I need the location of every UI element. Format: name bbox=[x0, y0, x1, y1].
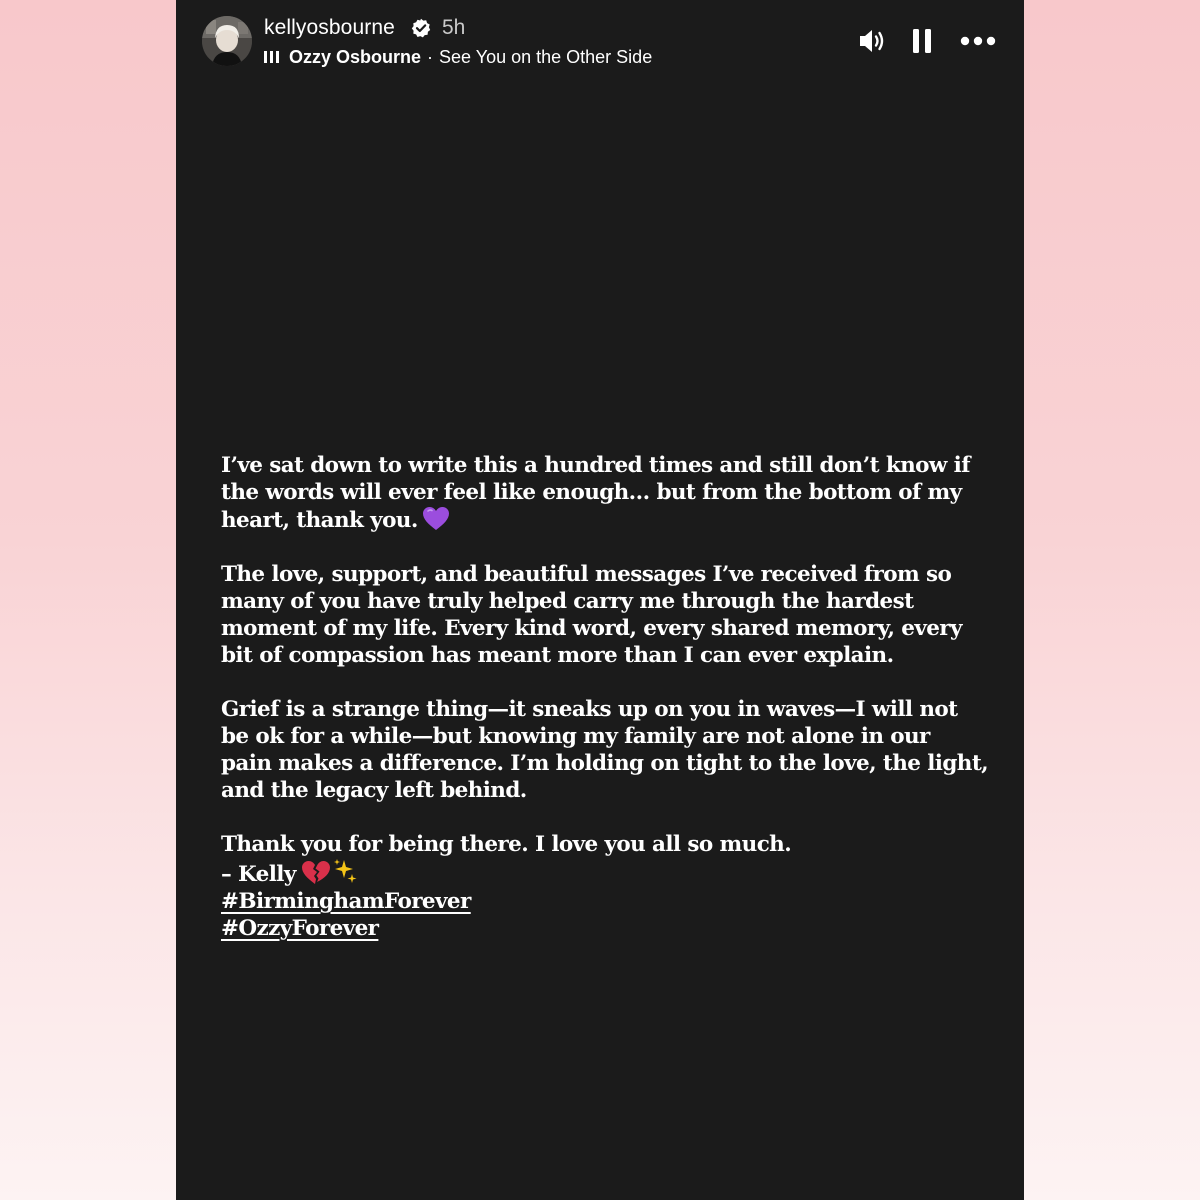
message-paragraph-1 bbox=[221, 452, 996, 534]
message-line: moment of my life. Every kind word, every shared memory, every bbox=[221, 616, 962, 641]
hashtag-ozzy-forever[interactable]: #OzzyForever bbox=[221, 916, 379, 941]
message-line: pain makes a difference. I’m holding on tight to the love, the light, bbox=[221, 751, 989, 776]
music-attribution[interactable] bbox=[264, 44, 652, 70]
avatar-image bbox=[202, 16, 252, 66]
story-viewer[interactable] bbox=[176, 0, 1024, 1200]
hashtag-birmingham-forever[interactable]: #BirminghamForever bbox=[221, 889, 471, 914]
music-artist: Ozzy Osbourne bbox=[289, 46, 422, 67]
story-header bbox=[176, 0, 1024, 80]
post-time: 5h bbox=[442, 16, 466, 39]
message-paragraph-2 bbox=[221, 561, 996, 669]
story-message bbox=[221, 452, 996, 969]
signature: – Kelly bbox=[221, 862, 296, 887]
message-line: The love, support, and beautiful messages I’ve received from so bbox=[221, 562, 952, 587]
message-line: and the legacy left behind. bbox=[221, 778, 527, 803]
closing-line: Thank you for being there. I love you all so much. bbox=[221, 832, 792, 857]
message-line-text: heart, thank you. bbox=[221, 508, 418, 533]
music-bars-icon bbox=[264, 51, 280, 63]
message-line: many of you have truly helped carry me through the hardest bbox=[221, 589, 914, 614]
username[interactable]: kellyosbourne bbox=[264, 16, 395, 39]
broken-heart-sparkles-icon bbox=[300, 858, 358, 886]
purple-heart-icon bbox=[422, 506, 450, 532]
message-line: the words will ever feel like enough… but from the bottom of my bbox=[221, 480, 962, 505]
message-line: be ok for a while—but knowing my family are not alone in our bbox=[221, 724, 930, 749]
message-line: bit of compassion has meant more than I can ever explain. bbox=[221, 643, 894, 668]
verified-badge-icon bbox=[411, 18, 431, 38]
signature-line bbox=[221, 858, 996, 888]
message-closing bbox=[221, 831, 996, 942]
pause-icon[interactable] bbox=[912, 29, 932, 53]
music-separator: · bbox=[427, 46, 434, 67]
message-paragraph-3 bbox=[221, 696, 996, 804]
message-line: Grief is a strange thing—it sneaks up on you in waves—I will not bbox=[221, 697, 958, 722]
more-options-icon[interactable] bbox=[960, 33, 996, 49]
avatar[interactable] bbox=[202, 16, 252, 66]
speaker-icon[interactable] bbox=[858, 28, 886, 54]
message-line: I’ve sat down to write this a hundred times and still don’t know if bbox=[221, 453, 970, 478]
music-song: See You on the Other Side bbox=[439, 46, 653, 67]
message-line-with-emoji bbox=[221, 506, 996, 534]
